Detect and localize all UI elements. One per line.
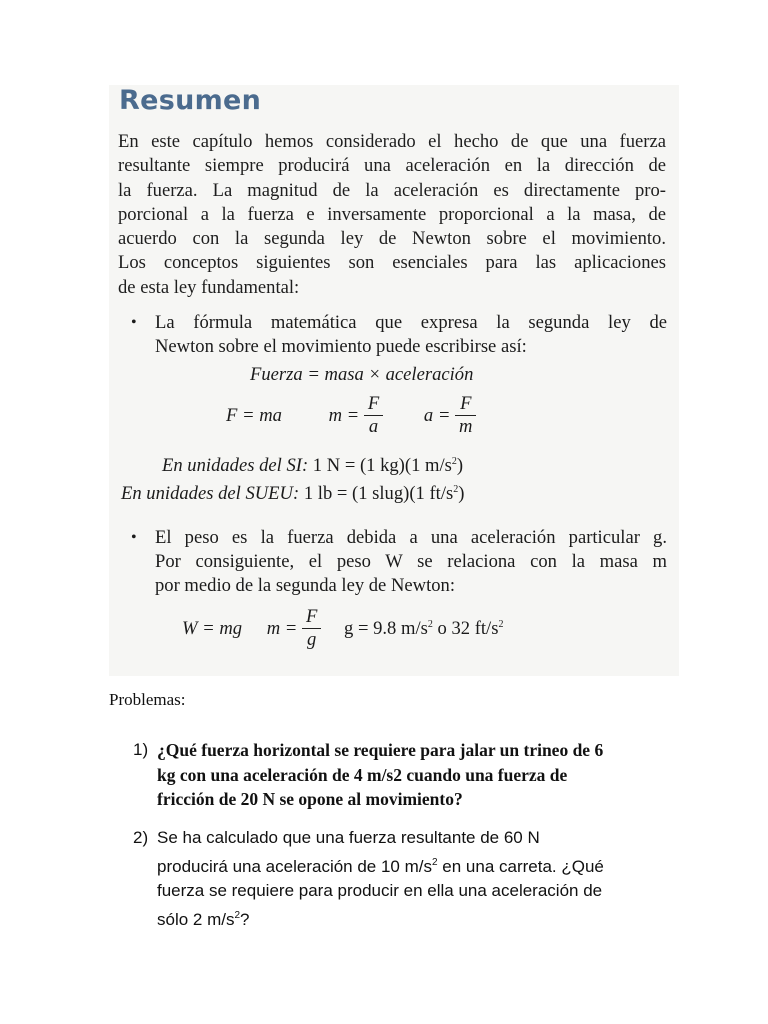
equation-a-lhs: a = (423, 404, 451, 426)
problem-line: fuerza se requiere para producir en ella una aceleración de (157, 881, 603, 900)
equation-w-mg: W = mg (182, 617, 243, 639)
paragraph-line: de esta ley fundamental: (118, 276, 300, 298)
scanned-summary-image (109, 85, 679, 676)
equation-row-1 (226, 393, 476, 438)
problem-line: Se ha calculado que una fuerza resultante de 60 N (157, 828, 540, 847)
fraction-numerator: F (364, 393, 383, 416)
summary-paragraph (118, 130, 666, 300)
problem-line: kg con una aceleración de 4 m/s2 cuando una fuerza de (157, 764, 568, 785)
fraction-f-over-a (364, 393, 383, 438)
bullet-dot-icon: • (131, 529, 137, 546)
si-value: 1 N = (1 kg)(1 m/s (312, 455, 452, 476)
paragraph-line: resultante siempre producirá una aceleración en la dirección de (118, 155, 666, 177)
bullet-line: Newton sobre el movimiento puede escribirse así: (155, 336, 527, 357)
bullet-line: La fórmula matemática que expresa la segunda ley de (155, 312, 667, 333)
paragraph-line: En este capítulo hemos considerado el hecho de que una fuerza (118, 131, 666, 152)
fraction-denominator: a (368, 416, 379, 437)
problem-line: fricción de 20 N se opone al movimiento? (157, 789, 463, 809)
sueu-value: 1 lb = (1 slug)(1 ft/s (303, 483, 454, 504)
superscript: 2 (451, 456, 457, 467)
close-paren: ) (458, 483, 465, 504)
bullet-dot-icon: • (131, 314, 137, 331)
paragraph-line: acuerdo con la segunda ley de Newton sobre el movimiento. (118, 228, 666, 250)
paragraph-line: porcional a la fuerza e inversamente proporcional a la masa, de (118, 203, 666, 225)
sueu-label: En unidades del SUEU: (121, 483, 300, 504)
bullet-line: El peso es la fuerza debida a una aceleración particular g. (155, 527, 667, 548)
problem-line: producirá una aceleración de 10 $m/s^2$ en una carreta. ¿Qué (157, 856, 604, 876)
fraction-denominator: m (459, 416, 473, 437)
close-paren: ) (456, 455, 464, 476)
si-label: En unidades del SI: (162, 455, 309, 476)
superscript: 2 (234, 909, 241, 921)
superscript: 2 (432, 856, 438, 868)
si-units-line (162, 455, 463, 477)
superscript: 2 (427, 618, 433, 630)
problem-number: 1) (133, 740, 149, 759)
equation-f-ma: F = ma (226, 404, 282, 426)
section-title: Resumen (119, 85, 262, 116)
equation-g-value: g = 9.8 $m/s^2$ o 32 $ft/s^2$ (344, 617, 504, 639)
problems-heading: Problemas: (109, 690, 186, 709)
problem-line: ¿Qué fuerza horizontal se requiere para jalar un trineo de 6 (157, 740, 604, 760)
fraction-numerator: F (455, 393, 476, 416)
equation-row-weight (182, 606, 503, 651)
problem-number: 2) (133, 828, 149, 847)
bullet-line: Por consiguiente, el peso W se relaciona con la masa m (155, 551, 667, 572)
equation-m-lhs: m = (328, 404, 360, 426)
equation-words: Fuerza = masa × aceleración (250, 364, 474, 385)
sueu-units-line (121, 483, 464, 505)
superscript: 2 (453, 484, 459, 495)
fraction-f-over-m (455, 393, 476, 438)
superscript: 2 (498, 618, 504, 630)
paragraph-line: la fuerza. La magnitud de la aceleración es directamente pro- (118, 179, 666, 201)
bullet-line: por medio de la segunda ley de Newton: (155, 575, 455, 596)
fraction-f-over-g (302, 606, 321, 651)
fraction-numerator: F (302, 606, 321, 629)
fraction-denominator: g (307, 629, 317, 650)
paragraph-line: Los conceptos siguientes son esenciales para las aplicaciones (118, 252, 666, 274)
equation-m2-lhs: m = (266, 617, 298, 639)
problem-line: sólo 2 $m/s^2$? (157, 909, 250, 929)
